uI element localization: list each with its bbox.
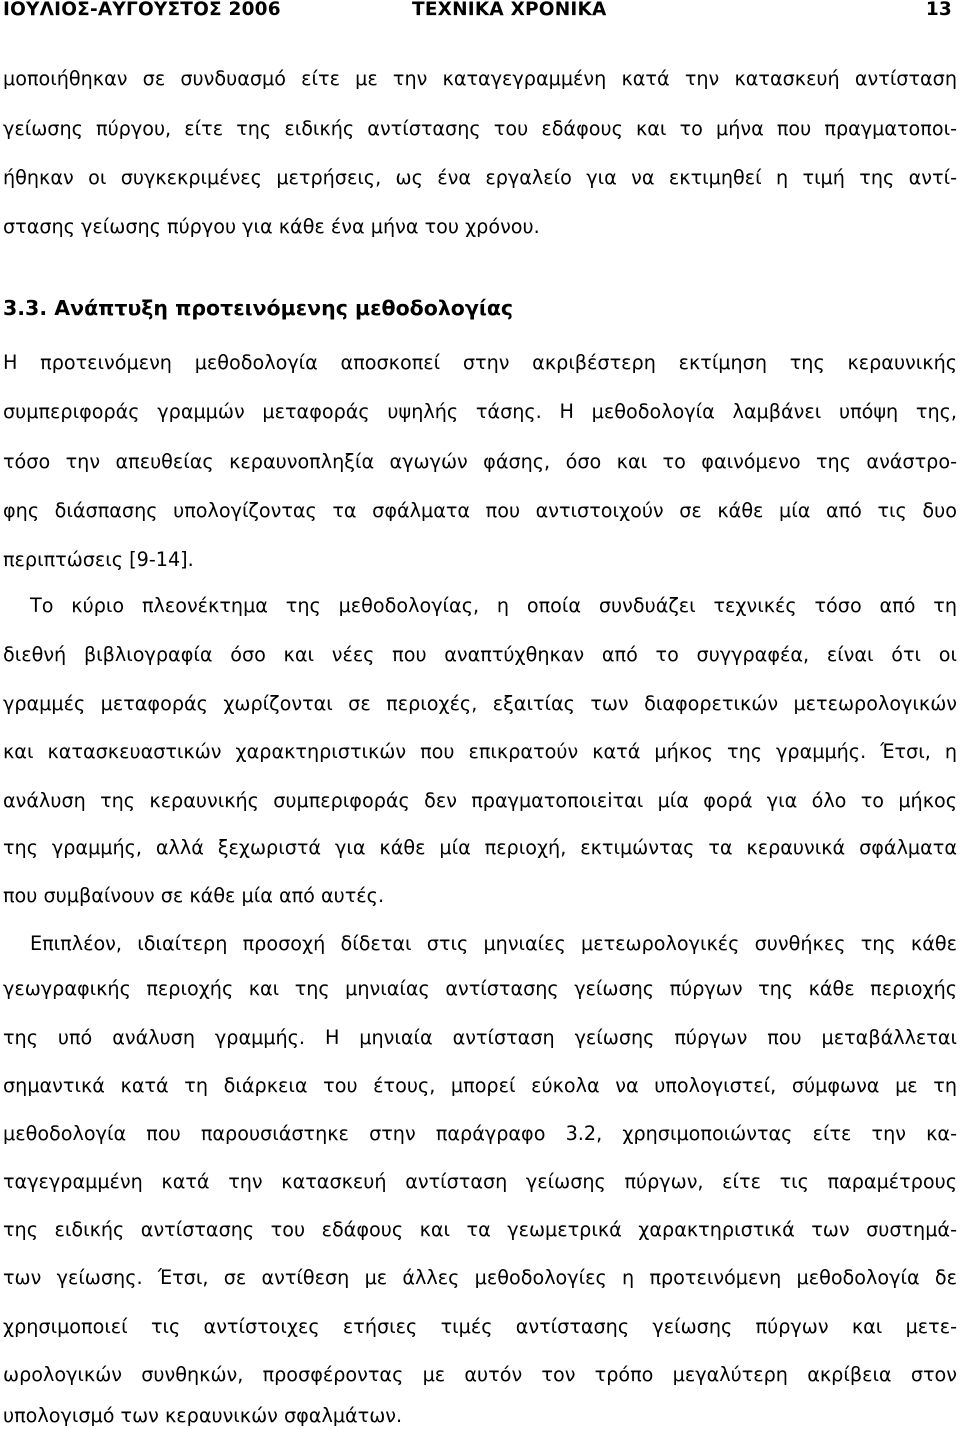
text-line: Το κύριο πλεονέκτημα της μεθοδολογίας, η οποία συνδυάζει τεχνικές τόσο από τη: [30, 594, 957, 617]
text-line: φης διάσπασης υπολογίζοντας τα σφάλματα που αντιστοιχούν σε κάθε μία από τις δυο: [3, 499, 957, 522]
text-line: ωρολογικών συνθηκών, προσφέροντας με αυτόν τον τρόπο μεγαλύτερη ακρίβεια στον: [3, 1363, 957, 1386]
text-line: τόσο την απευθείας κεραυνοπληξία αγωγών φάσης, όσο και το φαινόμενο της ανάστρο-: [3, 450, 957, 473]
page-number: 13: [925, 0, 952, 20]
issue-date: ΙΟΥΛΙΟΣ-ΑΥΓΟΥΣΤΟΣ 2006: [3, 0, 281, 20]
text-line: που συμβαίνουν σε κάθε μία από αυτές.: [3, 884, 385, 907]
text-line: της γραμμής, αλλά ξεχωριστά για κάθε μία περιοχή, εκτιμώντας τα κεραυνικά σφάλματα: [3, 836, 957, 859]
text-line: Η προτεινόμενη μεθοδολογία αποσκοπεί στην ακριβέστερη εκτίμηση της κεραυνικής: [3, 351, 957, 374]
text-line: ανάλυση της κεραυνικής συμπεριφοράς δεν πραγματοποιεiται μία φορά για όλο το μήκος: [3, 789, 957, 812]
text-line: σημαντικά κατά τη διάρκεια του έτους, μπορεί εύκολα να υπολογιστεί, σύμφωνα με τη: [3, 1074, 957, 1097]
text-line: χρησιμοποιεί τις αντίστοιχες ετήσιες τιμές αντίστασης γείωσης πύργων και μετε-: [3, 1315, 957, 1338]
text-line: διεθνή βιβλιογραφία όσο και νέες που αναπτύχθηκαν από το συγγραφέα, είναι ότι οι: [3, 643, 957, 666]
section-heading: 3.3. Ανάπτυξη προτεινόμενης μεθοδολογίας: [3, 296, 514, 320]
text-line: υπολογισμό των κεραυνικών σφαλμάτων.: [3, 1404, 403, 1427]
text-line: συμπεριφοράς γραμμών μεταφοράς υψηλής τάσης. Η μεθοδολογία λαμβάνει υπόψη της,: [3, 400, 957, 423]
text-line: ταγεγραμμένη κατά την κατασκευή αντίσταση γείωσης πύργων, είτε τις παραμέτρους: [3, 1170, 957, 1193]
text-line: μοποιήθηκαν σε συνδυασμό είτε με την καταγεγραμμένη κατά την κατασκευή αντίσταση: [3, 67, 957, 90]
text-line: των γείωσης. Έτσι, σε αντίθεση με άλλες μεθοδολογίες η προτεινόμενη μεθοδολογία δε: [3, 1266, 957, 1289]
text-line: περιπτώσεις [9-14].: [3, 548, 194, 571]
running-header: [0, 0, 960, 23]
text-line: και κατασκευαστικών χαρακτηριστικών που επικρατούν κατά μήκος της γραμμής. Έτσι, η: [3, 740, 957, 763]
text-line: γείωσης πύργου, είτε της ειδικής αντίστασης του εδάφους και το μήνα που πραγματοποι-: [3, 117, 957, 140]
text-line: της υπό ανάλυση γραμμής. Η μηνιαία αντίσταση γείωσης πύργων που μεταβάλλεται: [3, 1026, 957, 1049]
text-line: της ειδικής αντίστασης του εδάφους και τα γεωμετρικά χαρακτηριστικά των συστημά-: [3, 1218, 957, 1241]
text-line: ήθηκαν οι συγκεκριμένες μετρήσεις, ως ένα εργαλείο για να εκτιμηθεί η τιμή της αντί-: [3, 166, 957, 189]
text-line: Επιπλέον, ιδιαίτερη προσοχή δίδεται στις μηνιαίες μετεωρολογικές συνθήκες της κάθε: [30, 932, 957, 955]
text-line: γραμμές μεταφοράς χωρίζονται σε περιοχές, εξαιτίας των διαφορετικών μετεωρολογικών: [3, 692, 957, 715]
text-line: μεθοδολογία που παρουσιάστηκε στην παράγραφο 3.2, χρησιμοποιώντας είτε την κα-: [3, 1122, 957, 1145]
journal-title: ΤΕΧΝΙΚΑ ΧΡΟΝΙΚΑ: [412, 0, 607, 20]
text-line: στασης γείωσης πύργου για κάθε ένα μήνα του χρόνου.: [3, 215, 540, 238]
text-line: γεωγραφικής περιοχής και της μηνιαίας αντίστασης γείωσης πύργων της κάθε περιοχής: [3, 977, 957, 1000]
